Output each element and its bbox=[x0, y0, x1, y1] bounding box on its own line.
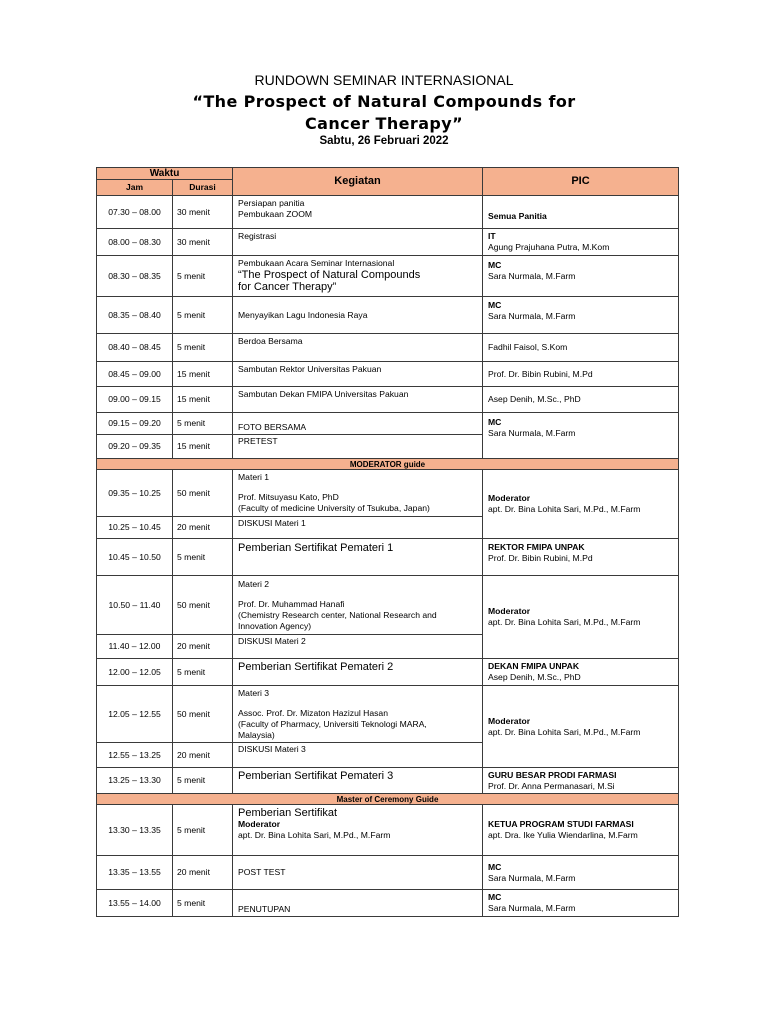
table-row bbox=[97, 576, 679, 635]
section-bar-mc bbox=[97, 794, 679, 805]
pic-person: apt. Dr. Bina Lohita Sari, M.Pd., M.Farm bbox=[488, 617, 641, 627]
time-cell: 12.00 – 12.05 bbox=[97, 659, 173, 686]
activity-line: Assoc. Prof. Dr. Mizaton Hazizul Hasan bbox=[238, 708, 388, 718]
pic-cell bbox=[483, 576, 679, 659]
pic-cell bbox=[483, 470, 679, 539]
time-cell: 08.00 – 08.30 bbox=[97, 229, 173, 256]
time-cell: 10.50 – 11.40 bbox=[97, 576, 173, 635]
seminar-title-line-2: Cancer Therapy” bbox=[305, 114, 463, 133]
table-row bbox=[97, 539, 679, 576]
duration-cell: 20 menit bbox=[173, 517, 233, 539]
seminar-date: Sabtu, 26 Februari 2022 bbox=[319, 135, 449, 147]
activity-line: Prof. Mitsuyasu Kato, PhD bbox=[238, 492, 339, 502]
activity-cell: Pemberian Sertifikat Pemateri 3 bbox=[233, 768, 483, 794]
duration-cell: 20 menit bbox=[173, 743, 233, 768]
pic-role: GURU BESAR PRODI FARMASI bbox=[488, 769, 617, 780]
activity-cell bbox=[233, 256, 483, 297]
activity-line: (Faculty of Pharmacy, Universiti Teknologi MARA, bbox=[238, 719, 427, 729]
duration-cell: 5 menit bbox=[173, 297, 233, 334]
table-row bbox=[97, 686, 679, 743]
pic-cell bbox=[483, 297, 679, 334]
activity-line: Innovation Agency) bbox=[238, 621, 312, 631]
time-cell: 08.35 – 08.40 bbox=[97, 297, 173, 334]
duration-cell: 5 menit bbox=[173, 768, 233, 794]
activity-spacer bbox=[238, 699, 477, 708]
pic-cell bbox=[483, 256, 679, 297]
activity-cell: POST TEST bbox=[233, 856, 483, 890]
activity-cell: Berdoa Bersama bbox=[233, 334, 483, 362]
time-cell: 08.30 – 08.35 bbox=[97, 256, 173, 297]
pic-cell bbox=[483, 805, 679, 856]
table-row bbox=[97, 229, 679, 256]
time-cell: 09.00 – 09.15 bbox=[97, 387, 173, 413]
pic-role: MC bbox=[488, 300, 502, 310]
pic-person: Sara Nurmala, M.Farm bbox=[488, 872, 576, 883]
duration-cell: 50 menit bbox=[173, 686, 233, 743]
pic-role: DEKAN FMIPA UNPAK bbox=[488, 661, 580, 671]
section-label: MODERATOR guide bbox=[97, 459, 679, 470]
pic-person: Sara Nurmala, M.Farm bbox=[488, 311, 576, 321]
duration-cell: 50 menit bbox=[173, 576, 233, 635]
duration-cell: 20 menit bbox=[173, 856, 233, 890]
activity-line: Moderator bbox=[238, 819, 281, 829]
activity-cell bbox=[233, 686, 483, 743]
activity-spacer bbox=[238, 483, 477, 492]
activity-line: Materi 3 bbox=[238, 688, 270, 698]
pic-cell: Fadhil Faisol, S.Kom bbox=[483, 334, 679, 362]
activity-line: Malaysia) bbox=[238, 730, 275, 740]
pic-person: Sara Nurmala, M.Farm bbox=[488, 271, 576, 281]
table-row bbox=[97, 768, 679, 794]
pic-cell: Semua Panitia bbox=[483, 196, 679, 229]
pic-role: IT bbox=[488, 231, 496, 241]
time-cell: 10.45 – 10.50 bbox=[97, 539, 173, 576]
duration-cell: 30 menit bbox=[173, 229, 233, 256]
pic-cell bbox=[483, 229, 679, 256]
activity-line: Persiapan panitia bbox=[238, 198, 305, 208]
pic-role: Moderator bbox=[488, 715, 531, 726]
pic-cell bbox=[483, 539, 679, 576]
activity-cell: PRETEST bbox=[233, 435, 483, 459]
activity-cell: Pemberian Sertifikat Pemateri 2 bbox=[233, 659, 483, 686]
table-row bbox=[97, 805, 679, 856]
duration-cell: 5 menit bbox=[173, 413, 233, 435]
doc-title: RUNDOWN SEMINAR INTERNASIONAL bbox=[254, 72, 514, 88]
seminar-title-line-1: “The Prospect of Natural Compounds for bbox=[192, 92, 576, 111]
pic-cell bbox=[483, 890, 679, 917]
time-cell: 13.35 – 13.55 bbox=[97, 856, 173, 890]
time-cell: 13.30 – 13.35 bbox=[97, 805, 173, 856]
section-bar-moderator bbox=[97, 459, 679, 470]
activity-line: (Chemistry Research center, National Research and bbox=[238, 610, 437, 620]
duration-cell: 50 menit bbox=[173, 470, 233, 517]
activity-cell: Registrasi bbox=[233, 229, 483, 256]
activity-line: Pemberian Sertifikat bbox=[238, 807, 338, 819]
time-cell: 07.30 – 08.00 bbox=[97, 196, 173, 229]
section-label: Master of Ceremony Guide bbox=[97, 794, 679, 805]
time-cell: 13.25 – 13.30 bbox=[97, 768, 173, 794]
table-row bbox=[97, 856, 679, 890]
rundown-table bbox=[96, 167, 679, 917]
duration-cell: 5 menit bbox=[173, 539, 233, 576]
pic-person: Prof. Dr. Bibin Rubini, M.Pd bbox=[488, 553, 593, 563]
pic-person: Sara Nurmala, M.Farm bbox=[488, 903, 576, 913]
pic-cell bbox=[483, 686, 679, 768]
duration-cell: 5 menit bbox=[173, 805, 233, 856]
activity-cell: Menyayikan Lagu Indonesia Raya bbox=[233, 297, 483, 334]
activity-cell: PENUTUPAN bbox=[233, 890, 483, 917]
table-row bbox=[97, 890, 679, 917]
activity-cell: FOTO BERSAMA bbox=[233, 413, 483, 435]
duration-cell: 5 menit bbox=[173, 659, 233, 686]
pic-cell: Prof. Dr. Bibin Rubini, M.Pd bbox=[483, 362, 679, 387]
header-kegiatan: Kegiatan bbox=[233, 168, 483, 196]
activity-cell: DISKUSI Materi 1 bbox=[233, 517, 483, 539]
duration-cell: 20 menit bbox=[173, 635, 233, 659]
activity-cell: DISKUSI Materi 2 bbox=[233, 635, 483, 659]
table-row bbox=[97, 297, 679, 334]
pic-person: Prof. Dr. Anna Permanasari, M.Si bbox=[488, 780, 615, 791]
duration-cell: 30 menit bbox=[173, 196, 233, 229]
activity-line: apt. Dr. Bina Lohita Sari, M.Pd., M.Farm bbox=[238, 830, 391, 840]
pic-role: MC bbox=[488, 892, 502, 902]
pic-cell bbox=[483, 768, 679, 794]
activity-cell bbox=[233, 805, 483, 856]
time-cell: 12.55 – 13.25 bbox=[97, 743, 173, 768]
activity-line: Pembukaan Acara Seminar Internasional bbox=[238, 258, 395, 268]
pic-person: Sara Nurmala, M.Farm bbox=[488, 428, 576, 438]
table-row bbox=[97, 387, 679, 413]
time-cell: 08.45 – 09.00 bbox=[97, 362, 173, 387]
activity-line: Pembukaan ZOOM bbox=[238, 209, 313, 219]
duration-cell: 15 menit bbox=[173, 387, 233, 413]
activity-cell: Sambutan Rektor Universitas Pakuan bbox=[233, 362, 483, 387]
table-row bbox=[97, 334, 679, 362]
pic-person: apt. Dra. Ike Yulia Wiendarlina, M.Farm bbox=[488, 830, 638, 840]
time-cell: 12.05 – 12.55 bbox=[97, 686, 173, 743]
header-durasi: Durasi bbox=[173, 180, 233, 196]
pic-person: apt. Dr. Bina Lohita Sari, M.Pd., M.Farm bbox=[488, 726, 641, 737]
table-row bbox=[97, 413, 679, 435]
duration-cell: 15 menit bbox=[173, 362, 233, 387]
activity-line: Materi 1 bbox=[238, 472, 270, 482]
activity-cell bbox=[233, 576, 483, 635]
activity-cell: Sambutan Dekan FMIPA Universitas Pakuan bbox=[233, 387, 483, 413]
header-pic: PIC bbox=[483, 168, 679, 196]
table-row bbox=[97, 256, 679, 297]
pic-person: Agung Prajuhana Putra, M.Kom bbox=[488, 242, 610, 252]
activity-line: for Cancer Therapy” bbox=[238, 281, 337, 293]
pic-role: Moderator bbox=[488, 493, 531, 503]
activity-cell: Pemberian Sertifikat Pemateri 1 bbox=[233, 539, 483, 576]
activity-cell: DISKUSI Materi 3 bbox=[233, 743, 483, 768]
pic-person: Asep Denih, M.Sc., PhD bbox=[488, 672, 581, 682]
time-cell: 11.40 – 12.00 bbox=[97, 635, 173, 659]
pic-role: Moderator bbox=[488, 606, 531, 616]
time-cell: 09.15 – 09.20 bbox=[97, 413, 173, 435]
pic-cell bbox=[483, 659, 679, 686]
activity-cell bbox=[233, 196, 483, 229]
duration-cell: 5 menit bbox=[173, 256, 233, 297]
table-row bbox=[97, 659, 679, 686]
pic-role: KETUA PROGRAM STUDI FARMASI bbox=[488, 819, 634, 829]
pic-role: MC bbox=[488, 861, 502, 872]
activity-spacer bbox=[238, 590, 477, 599]
time-cell: 10.25 – 10.45 bbox=[97, 517, 173, 539]
activity-line: “The Prospect of Natural Compounds bbox=[238, 269, 421, 281]
activity-line: Prof. Dr. Muhammad Hanafi bbox=[238, 599, 345, 609]
time-cell: 09.35 – 10.25 bbox=[97, 470, 173, 517]
time-cell: 09.20 – 09.35 bbox=[97, 435, 173, 459]
table-row bbox=[97, 196, 679, 229]
duration-cell: 5 menit bbox=[173, 890, 233, 917]
duration-cell: 5 menit bbox=[173, 334, 233, 362]
pic-role: MC bbox=[488, 417, 502, 427]
pic-role: REKTOR FMIPA UNPAK bbox=[488, 542, 585, 552]
pic-role: MC bbox=[488, 260, 502, 270]
header-jam: Jam bbox=[97, 180, 173, 196]
activity-line: Materi 2 bbox=[238, 579, 270, 589]
time-cell: 13.55 – 14.00 bbox=[97, 890, 173, 917]
pic-cell: Asep Denih, M.Sc., PhD bbox=[483, 387, 679, 413]
pic-cell bbox=[483, 856, 679, 890]
time-cell: 08.40 – 08.45 bbox=[97, 334, 173, 362]
activity-cell bbox=[233, 470, 483, 517]
pic-person: apt. Dr. Bina Lohita Sari, M.Pd., M.Farm bbox=[488, 504, 641, 514]
table-header-row bbox=[97, 168, 679, 180]
table-row bbox=[97, 470, 679, 517]
duration-cell: 15 menit bbox=[173, 435, 233, 459]
pic-cell bbox=[483, 413, 679, 459]
table-row bbox=[97, 362, 679, 387]
activity-line: (Faculty of medicine University of Tsukuba, Japan) bbox=[238, 503, 430, 513]
header-waktu: Waktu bbox=[97, 168, 233, 180]
